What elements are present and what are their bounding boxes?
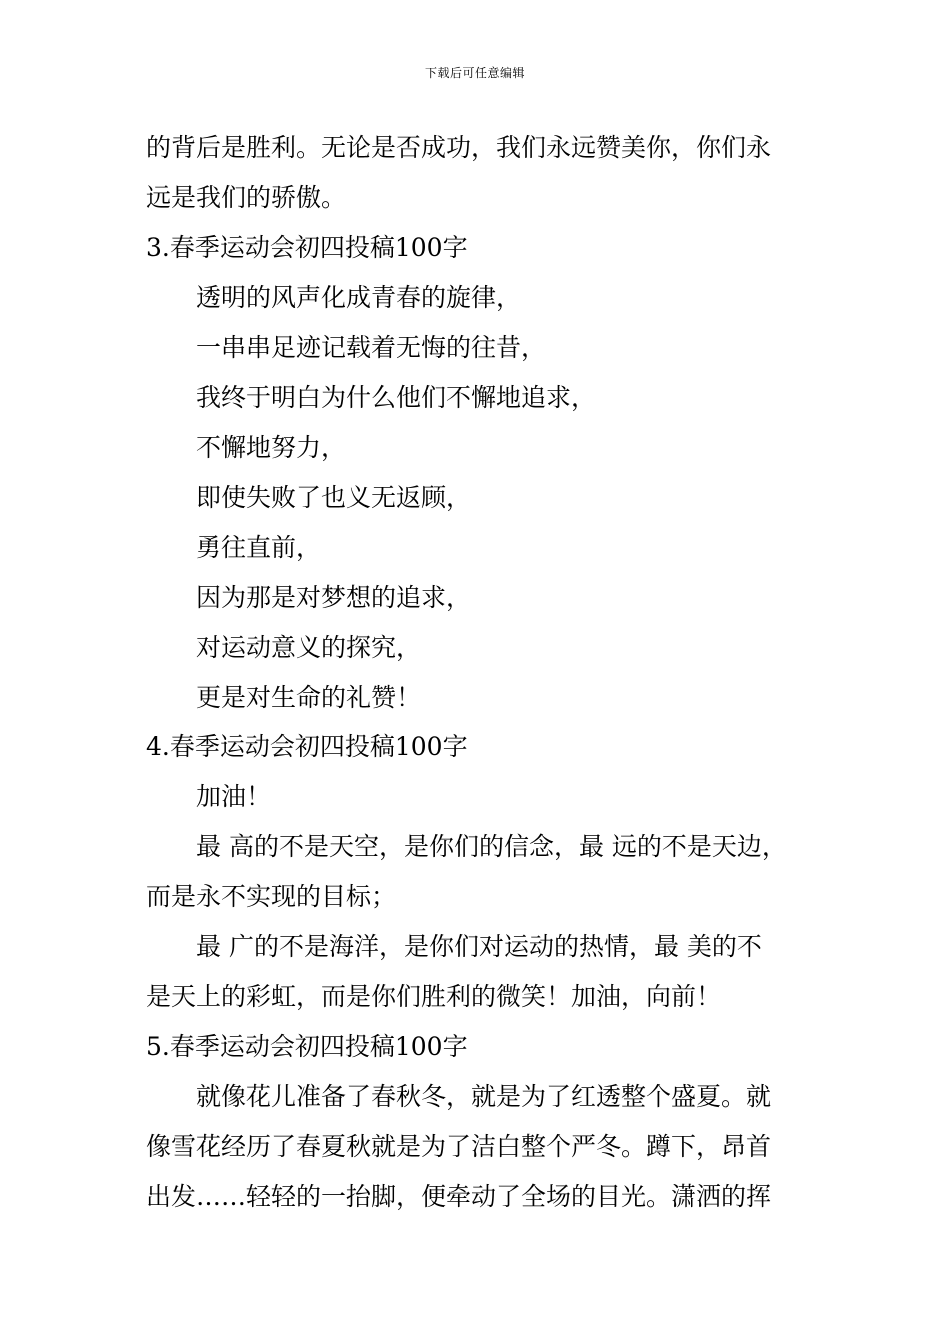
poem-line: 不懈地努力， [196,433,347,462]
paragraph-line: 而是永不实现的目标； [146,882,397,911]
paragraph-line: 是天上的彩虹，而是你们胜利的微笑！加油，向前！ [146,982,722,1011]
section-heading-3: 3.春季运动会初四投稿100字 [146,233,468,262]
paragraph-line: 的背后是胜利。无论是否成功，我们永远赞美你，你们永 [146,133,772,162]
section-heading-4: 4.春季运动会初四投稿100字 [146,732,468,761]
section-heading-5: 5.春季运动会初四投稿100字 [146,1032,468,1061]
page-header: 下载后可任意编辑 [424,66,525,80]
poem-line: 对运动意义的探究， [196,633,422,662]
poem-line: 一串串足迹记载着无悔的往昔， [196,333,547,362]
poem-line: 我终于明白为什么他们不懈地追求， [196,383,597,412]
poem-line: 透明的风声化成青春的旋律， [196,283,522,312]
poem-line: 即使失败了也义无返顾， [196,483,472,512]
paragraph-line: 远是我们的骄傲。 [146,183,347,212]
paragraph-line: 出发……轻轻的一抬脚，便牵动了全场的目光。潇洒的挥 [146,1182,772,1211]
paragraph-line: 最 广的不是海洋，是你们对运动的热情，最 美的不 [196,932,762,961]
paragraph-line: 加油！ [196,782,272,811]
poem-line: 因为那是对梦想的追求， [196,583,472,612]
paragraph-line: 就像花儿准备了春秋冬，就是为了红透整个盛夏。就 [196,1082,772,1111]
poem-line: 更是对生命的礼赞！ [196,683,422,712]
paragraph-line: 像雪花经历了春夏秋就是为了洁白整个严冬。蹲下，昂首 [146,1132,772,1161]
paragraph-line: 最 高的不是天空，是你们的信念，最 远的不是天边， [196,832,787,861]
poem-line: 勇往直前， [196,533,322,562]
